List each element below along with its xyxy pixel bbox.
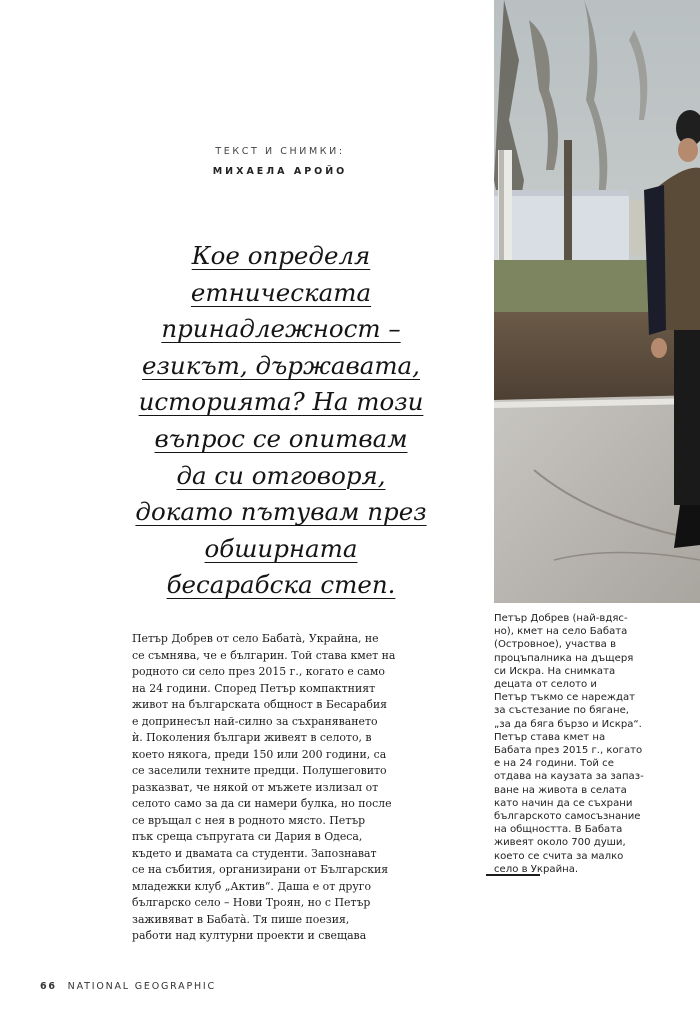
caption-line: Петър тъкмо се нареждат [494,692,636,704]
body-line: ѝ. Поколения българи живеят в селото, в [132,731,372,744]
caption-line: си Искра. На снимката [494,665,616,677]
body-line: пък среща съпругата си Дария в Одеса, [132,830,363,843]
caption-line: на общността. В Бабата [494,824,623,836]
headline [120,238,442,604]
body-line: се връщал с нея в родното място. Петър [132,813,366,827]
headline-line: докато пътувам през [135,497,427,527]
caption-line: живеят около 700 души, [494,837,626,849]
author-name: МИХАЕЛА АРОЙО [212,166,348,177]
body-line: където и двамата са студенти. Запознават [132,846,377,860]
body-line: което някога, преди 150 или 200 години, са [132,747,387,761]
body-line: заживяват в Бабата̀. Тя пише поезия, [132,912,350,926]
headline-line: въпрос се опитвам [154,423,408,453]
caption-line: като начин да се съхрани [494,797,633,809]
caption-line: българското самосъзнание [494,811,641,823]
caption-line: (Островное), участва в [494,639,617,651]
body-line: се на събития, организирани от Българския [132,863,389,876]
village-photo [494,0,700,603]
body-line: младежки клуб „Актив“. Даша е от друго [132,879,372,893]
caption-line: „за да бяга бързо и Искра“. [494,718,642,730]
headline-line: Кое определя [191,241,371,270]
caption-line: процъпалника на дъщеря [494,652,634,664]
page-number: 66 [40,981,57,992]
body-line: живот на българската общност в Бесарабия [132,698,388,711]
credits-block [150,146,410,177]
body-line: е допринесъл най-силно за съхраняването [132,714,378,728]
caption-line: Петър става кмет на [494,731,606,743]
caption-line: Бабата през 2015 г., когато [494,745,643,757]
body-line: българско село – Нови Троян, но с Петър [132,896,371,909]
body-line: на 24 години. Според Петър компактният [132,681,376,695]
body-line: се заселили техните предци. Полушеговито [132,764,387,777]
caption-line: село в Украйна. [494,863,579,875]
caption-divider [486,874,540,876]
caption-line: децата от селото и [494,679,597,691]
body-line: селото само за да си намери булка, но после [132,797,392,810]
headline-line: историята? На този [138,387,424,417]
headline-line: етническата [190,277,372,307]
headline-line: езикът, държавата, [142,350,420,380]
credits-label: ТЕКСТ И СНИМКИ: [215,146,345,157]
caption-line: но), кмет на село Бабата [494,626,628,638]
caption-line: е на 24 години. Той се [494,758,614,770]
caption-line: за състезание по бягане, [494,705,629,717]
caption-line: което се счита за малко [494,850,624,862]
body-line: Петър Добрев от село Бабата̀, Украйна, не [132,632,379,645]
photo-illustration [494,0,700,603]
page-footer [40,981,216,992]
headline-line: бесарабска степ. [166,570,396,600]
headline-line: принадлежност – [161,314,401,344]
caption-line: ване на живота в селата [494,784,627,796]
article-body [132,631,450,945]
caption-line: Петър Добрев (най-вдяс- [494,613,628,624]
photo-caption [494,612,700,876]
body-line: работи над културни проекти и свещава [132,929,367,942]
body-line: се съмнява, че е българин. Той става кмет на [132,648,396,662]
magazine-name: NATIONAL GEOGRAPHIC [67,981,216,992]
body-line: родното си село през 2015 г., когато е само [132,665,385,678]
caption-line: отдава на каузата за запаз- [494,771,644,783]
headline-line: обширната [204,533,358,563]
body-line: разказват, че някой от мъжете излизал от [132,780,379,794]
headline-line: да си отговоря, [176,460,386,490]
